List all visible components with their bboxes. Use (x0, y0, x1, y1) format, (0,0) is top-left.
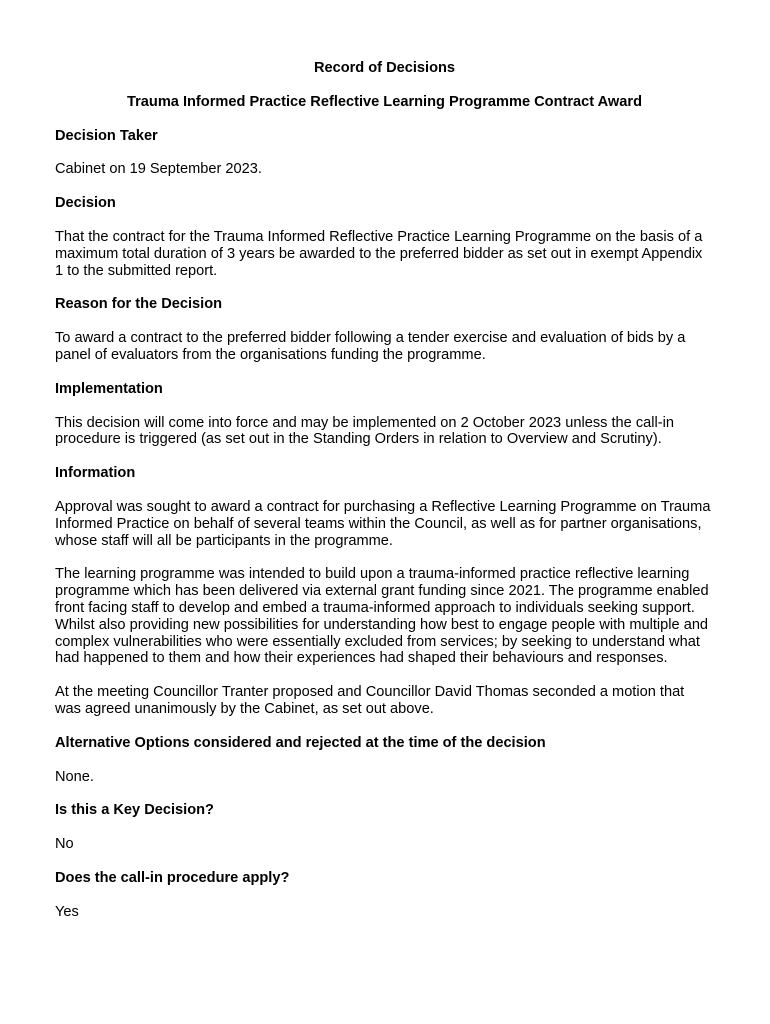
key-decision-text: No (55, 836, 74, 853)
implementation-heading: Implementation (55, 380, 163, 397)
alternatives-text: None. (55, 768, 94, 785)
reason-text: To award a contract to the preferred bidder following a tender exercise and evaluation of bids by a panel of evaluators from the organisations funding the programme. (55, 330, 686, 363)
call-in-heading: Does the call-in procedure apply? (55, 869, 290, 886)
key-decision-heading: Is this a Key Decision? (55, 802, 214, 819)
reason-heading: Reason for the Decision (55, 296, 223, 313)
call-in-text: Yes (55, 903, 79, 920)
document-title: Record of Decisions (313, 60, 456, 76)
information-paragraph-3: At the meeting Councillor Tranter proposed and Councillor David Thomas seconded a motion that was agreed unanimously by the Cabinet, as set out above. (55, 684, 685, 717)
alternatives-heading: Alternative Options considered and rejected at the time of the decision (55, 734, 546, 751)
decision-taker-heading: Decision Taker (55, 127, 158, 144)
decision-heading: Decision (55, 195, 116, 212)
information-heading: Information (55, 465, 136, 482)
information-paragraph-1: Approval was sought to award a contract for purchasing a Reflective Learning Programme on Trauma Informed Practice on behalf of several teams within the Council, as well as for partner organisations, whose staff will all be participants in the programme. (55, 498, 711, 549)
decision-taker-text: Cabinet on 19 September 2023. (55, 161, 262, 178)
implementation-text: This decision will come into force and may be implemented on 2 October 2023 unless the call-in procedure is triggered (as set out in the Standing Orders in relation to Overview and Scrutiny). (55, 414, 674, 448)
decision-text: That the contract for the Trauma Informed Reflective Practice Learning Programme on the basis of a maximum total duration of 3 years be awarded to the preferred bidder as set out in exempt Appendix 1 to the submitted report. (55, 228, 703, 279)
document-subtitle: Trauma Informed Practice Reflective Learning Programme Contract Award (127, 93, 642, 110)
information-paragraph-2: The learning programme was intended to build upon a trauma-informed practice reflective learning programme which has been delivered via external grant funding since 2021. The programme enabled front facing staff to develop and embed a trauma-informed approach to individuals seeking support. Whilst also providing new possibilities for understanding how best to engage people with multiple and complex vulnerabilities who were essentially excluded from services; by seeking to understand what had happened to them and how their experiences had shaped their behaviours and responses. (55, 566, 709, 667)
